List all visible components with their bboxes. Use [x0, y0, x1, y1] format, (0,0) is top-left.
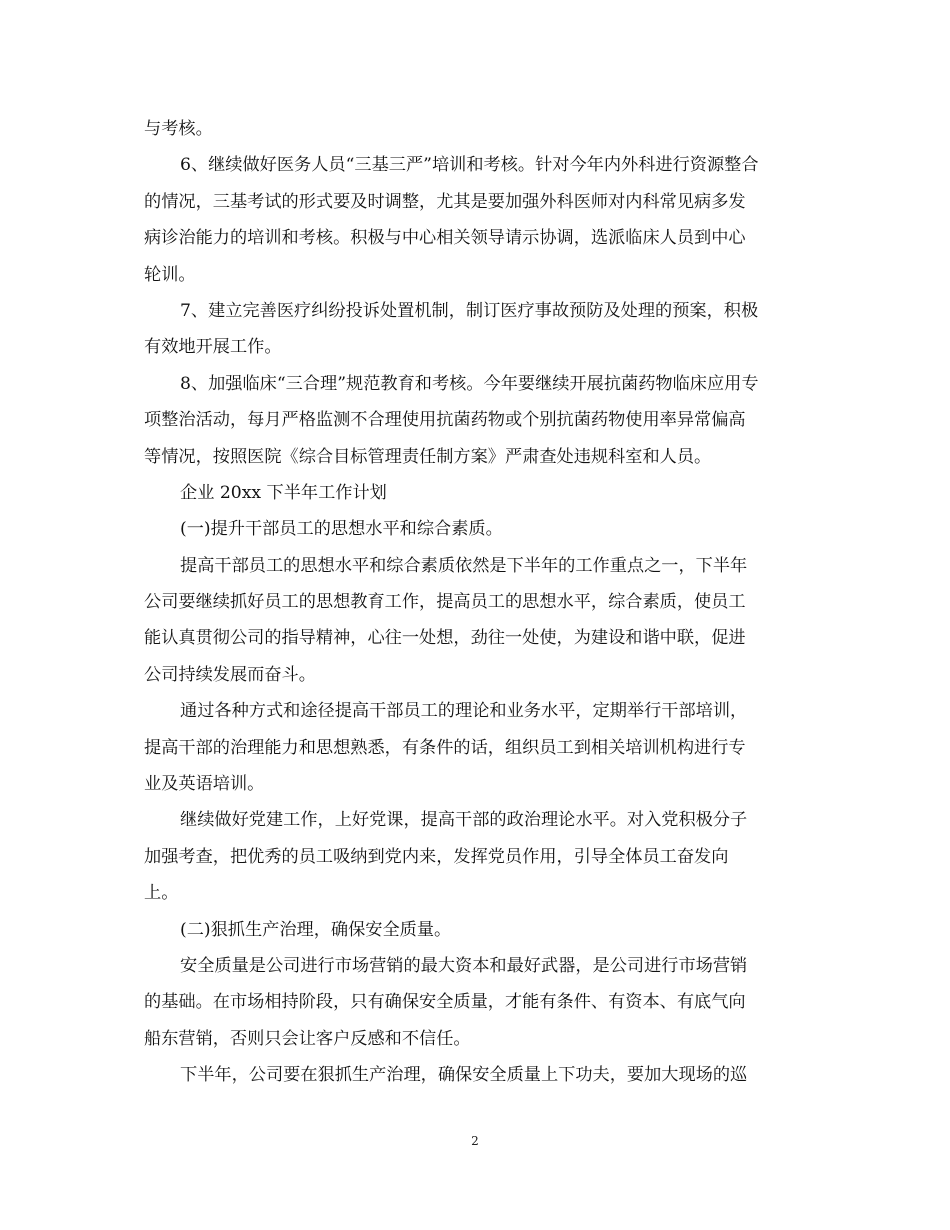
text-line: 继续做好党建工作，上好党课，提高干部的政治理论水平。对入党积极分子: [180, 810, 748, 831]
text-line: 的情况，三基考试的形式要及时调整，尤其是要加强外科医师对内科常见病多发: [144, 191, 746, 212]
section-heading: 企业 20xx 下半年工作计划: [180, 482, 387, 503]
text-line: 能认真贯彻公司的指导精神，心往一处想，劲往一处使，为建设和谐中联，促进: [144, 628, 746, 649]
page-number: 2: [471, 1134, 479, 1148]
text-line: 的基础。在市场相持阶段，只有确保安全质量，才能有条件、有资本、有底气向: [144, 992, 746, 1013]
document-body: [144, 111, 812, 1094]
text-line: 与考核。: [144, 119, 213, 139]
text-line: 提高干部员工的思想水平和综合素质依然是下半年的工作重点之一，下半年: [180, 555, 748, 576]
text-line: 安全质量是公司进行市场营销的最大资本和最好武器，是公司进行市场营销: [180, 955, 748, 976]
text-line: 轮训。: [144, 264, 196, 285]
text-line: 加强考查，把优秀的员工吸纳到党内来，发挥党员作用，引导全体员工奋发向: [144, 846, 729, 867]
text-line: 等情况，按照医院《综合目标管理责任制方案》严肃查处违规科室和人员。: [144, 446, 712, 467]
text-line: 8、加强临床“三合理”规范教育和考核。今年要继续开展抗菌药物临床应用专: [180, 373, 759, 394]
text-line: 有效地开展工作。: [144, 337, 282, 358]
text-line: 下半年，公司要在狠抓生产治理，确保安全质量上下功夫，要加大现场的巡: [180, 1065, 748, 1086]
text-line: 公司持续发展而奋斗。: [144, 664, 316, 685]
subsection-heading: (二)狠抓生产治理，确保安全质量。: [180, 919, 452, 940]
text-line: 提高干部的治理能力和思想熟悉，有条件的话，组织员工到相关培训机构进行专: [144, 737, 746, 758]
text-line: 业及英语培训。: [144, 774, 265, 795]
text-line: 病诊治能力的培训和考核。积极与中心相关领导请示协调，选派临床人员到中心: [144, 228, 746, 249]
text-line: 6、继续做好医务人员“三基三严”培训和考核。针对今年内外科进行资源整合: [180, 155, 759, 176]
text-line: 通过各种方式和途径提高干部员工的理论和业务水平，定期举行干部培训，: [180, 701, 748, 722]
subsection-heading: (一)提升干部员工的思想水平和综合素质。: [180, 519, 503, 540]
text-line: 7、建立完善医疗纠纷投诉处置机制，制订医疗事故预防及处理的预案，积极: [180, 300, 759, 321]
text-line: 上。: [144, 883, 179, 904]
text-line: 船东营销，否则只会让客户反感和不信任。: [144, 1028, 471, 1049]
text-line: 公司要继续抓好员工的思想教育工作，提高员工的思想水平，综合素质，使员工: [144, 592, 746, 613]
text-line: 项整治活动，每月严格监测不合理使用抗菌药物或个别抗菌药物使用率异常偏高: [144, 410, 746, 431]
